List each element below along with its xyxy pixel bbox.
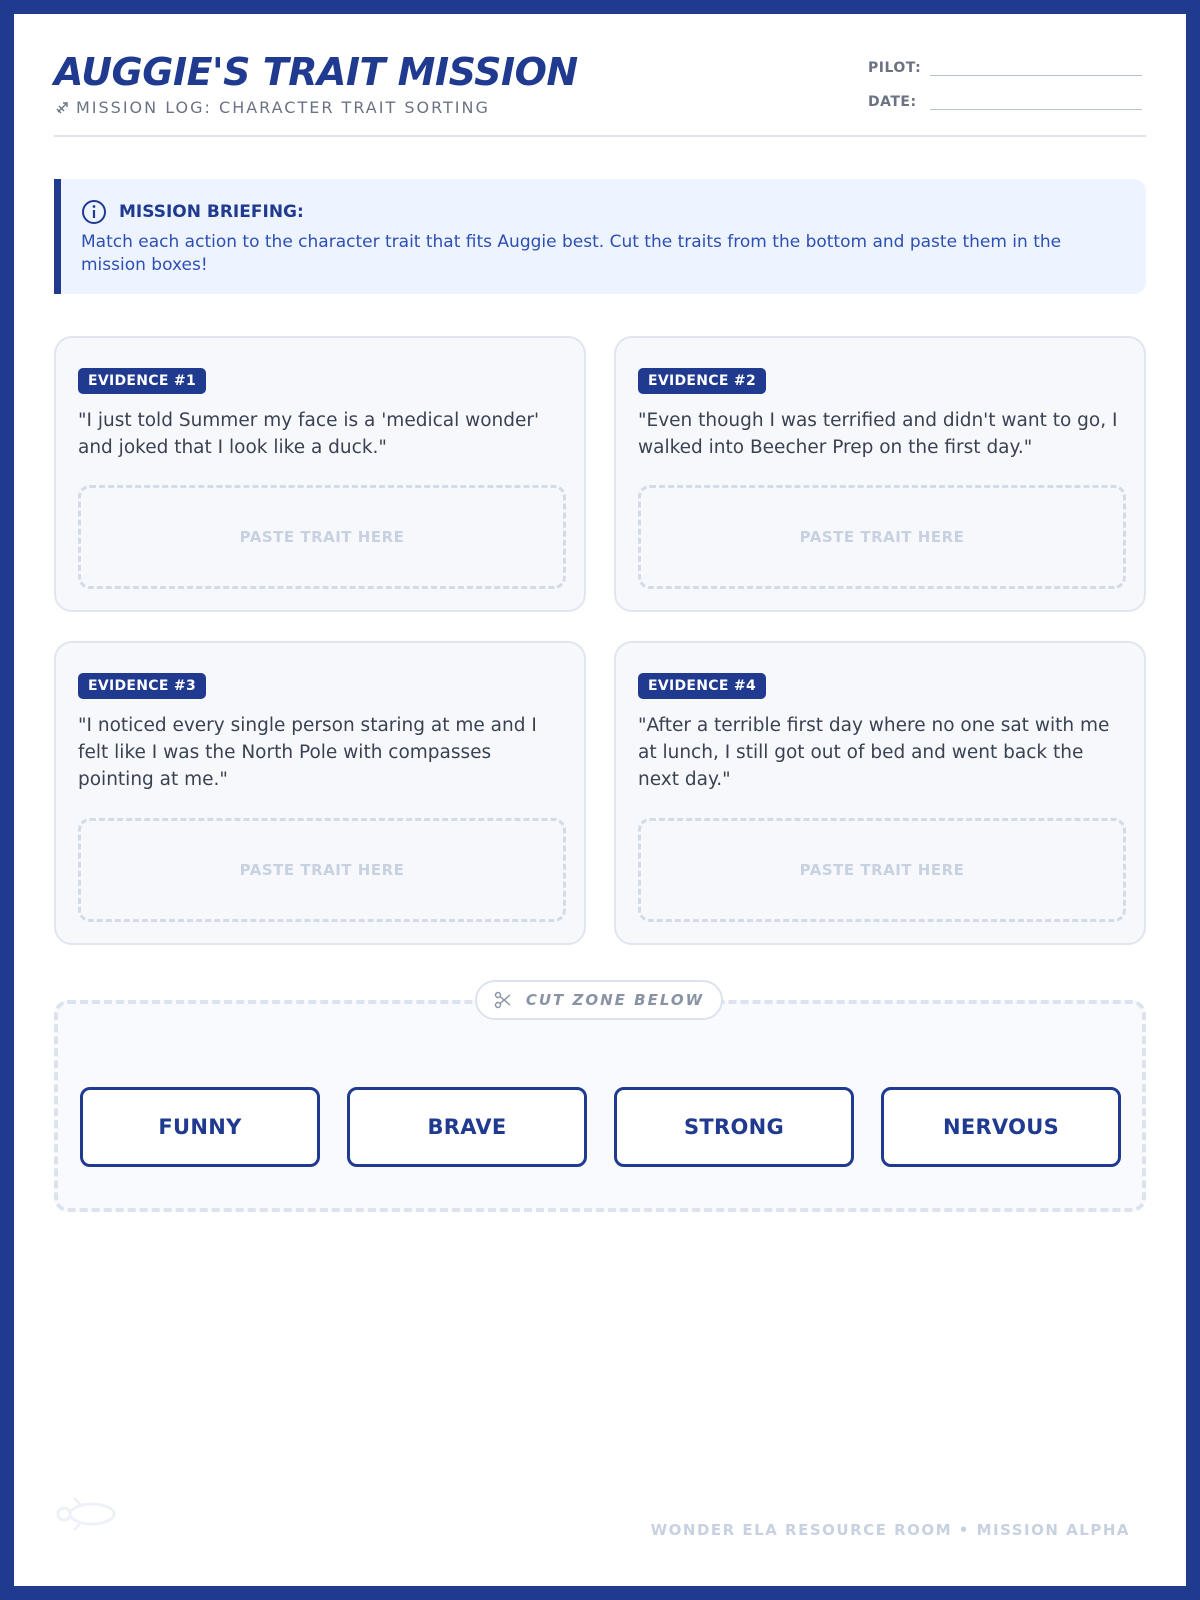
evidence-card-3	[54, 641, 586, 945]
page-title: AUGGIE'S TRAIT MISSION	[54, 50, 578, 94]
subtitle-text: MISSION LOG: CHARACTER TRAIT SORTING	[76, 98, 490, 117]
briefing-heading	[81, 199, 1126, 225]
briefing-title: MISSION BRIEFING:	[119, 202, 304, 222]
trait-card-nervous[interactable]: NERVOUS	[881, 1087, 1121, 1167]
evidence-quote: "Even though I was terrified and didn't want to go, I walked into Beecher Prep on the first day."	[638, 410, 1118, 458]
evidence-badge: EVIDENCE #1	[78, 368, 206, 394]
briefing-text: Match each action to the character trait that fits Auggie best. Cut the traits from the bottom and paste them in the mission boxes!	[81, 232, 1062, 275]
cut-zone-text: CUT ZONE BELOW	[525, 991, 705, 1009]
paste-box[interactable]: PASTE TRAIT HERE	[78, 485, 566, 589]
paste-box[interactable]: PASTE TRAIT HERE	[78, 818, 566, 922]
evidence-quote: "I noticed every single person staring at me and I felt like I was the North Pole with compasses pointing at me."	[78, 715, 537, 790]
pilot-field	[868, 60, 1142, 76]
rocket-logo-icon	[50, 1494, 120, 1534]
paste-box[interactable]: PASTE TRAIT HERE	[638, 485, 1126, 589]
date-field	[868, 94, 1142, 110]
cut-zone-label	[475, 980, 723, 1020]
trait-card-brave[interactable]: BRAVE	[347, 1087, 587, 1167]
pilot-line[interactable]	[930, 60, 1142, 76]
trait-card-funny[interactable]: FUNNY	[80, 1087, 320, 1167]
evidence-card-1	[54, 336, 586, 612]
trait-card-strong[interactable]: STRONG	[614, 1087, 854, 1167]
evidence-quote: "I just told Summer my face is a 'medical wonder' and joked that I look like a duck."	[78, 410, 540, 458]
rocket-icon	[54, 100, 70, 116]
evidence-badge: EVIDENCE #3	[78, 673, 206, 699]
evidence-card-2	[614, 336, 1146, 612]
evidence-quote: "After a terrible first day where no one sat with me at lunch, I still got out of bed and went back the next day."	[638, 715, 1110, 790]
evidence-card-4	[614, 641, 1146, 945]
date-line[interactable]	[930, 94, 1142, 110]
paste-box[interactable]: PASTE TRAIT HERE	[638, 818, 1126, 922]
date-label: DATE:	[868, 94, 917, 110]
mission-briefing	[54, 179, 1146, 294]
evidence-badge: EVIDENCE #4	[638, 673, 766, 699]
footer-text: WONDER ELA RESOURCE ROOM • MISSION ALPHA	[650, 1521, 1130, 1539]
evidence-badge: EVIDENCE #2	[638, 368, 766, 394]
scissors-icon	[494, 991, 512, 1009]
page-subtitle	[54, 98, 490, 117]
pilot-label: PILOT:	[868, 60, 922, 76]
info-icon	[81, 199, 107, 225]
header-divider	[54, 135, 1146, 137]
